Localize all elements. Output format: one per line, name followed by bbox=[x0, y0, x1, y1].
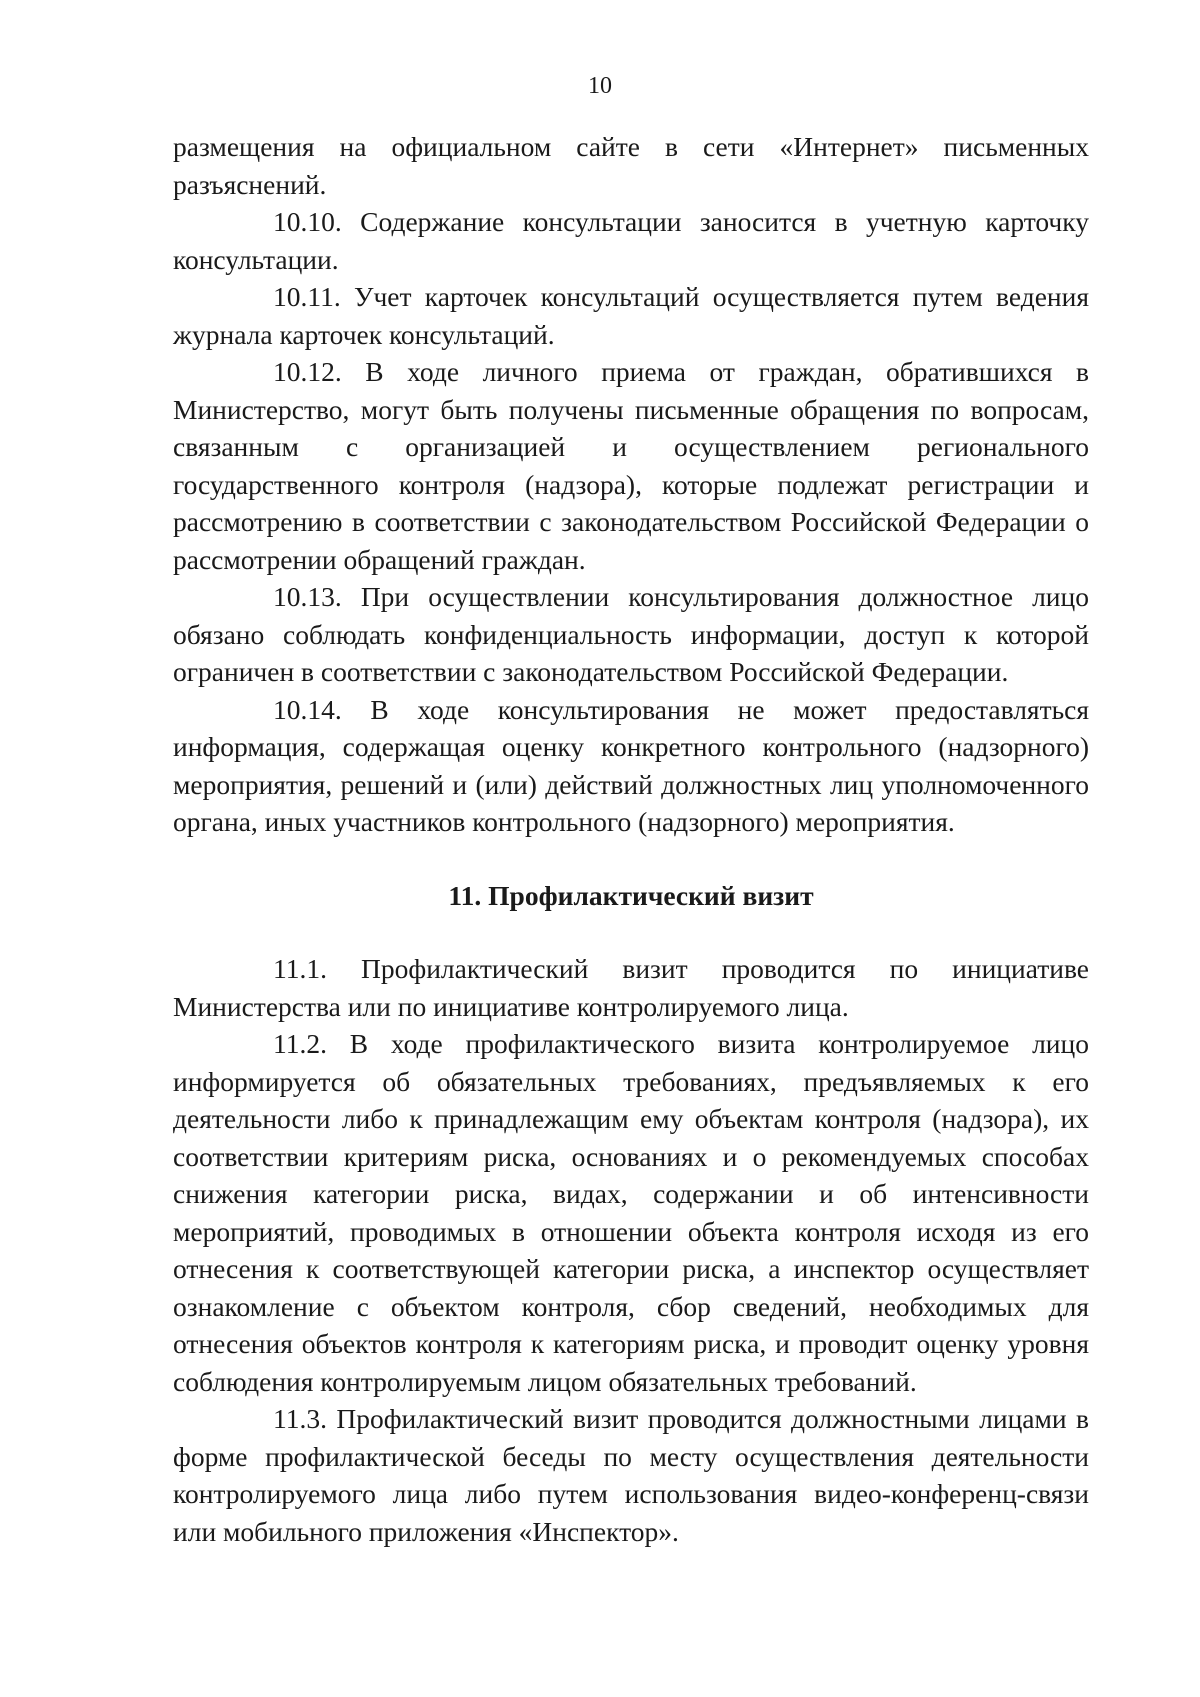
paragraph-10-12: 10.12. В ходе личного приема от граждан, обратившихся в Министерство, могут быть получены письменные обращения по вопросам, связанным с организацией и осуществлением регионального государственного контроля (надзора), которые подлежат регистрации и рассмотрению в соответствии с законодательством Российской Федерации о рассмотрении обращений граждан. bbox=[173, 356, 1089, 575]
document-body bbox=[173, 128, 1089, 1550]
paragraph-11-2: 11.2. В ходе профилактического визита контролируемое лицо информируется об обязательных требованиях, предъявляемых к его деятельности либо к принадлежащим ему объектам контроля (надзора), их соответствии критериям риска, основаниях и о рекомендуемых способах снижения категории риска, видах, содержании и об интенсивности мероприятий, проводимых в отношении объекта контроля исходя из его отнесения к соответствующей категории риска, а инспектор осуществляет ознакомление с объектом контроля, сбор сведений, необходимых для отнесения объектов контроля к категориям риска, и проводит оценку уровня соблюдения контролируемым лицом обязательных требований. bbox=[173, 1028, 1089, 1397]
paragraph-10-13: 10.13. При осуществлении консультирования должностное лицо обязано соблюдать конфиденциальность информации, доступ к которой ограничен в соответствии с законодательством Российской Федерации. bbox=[173, 581, 1089, 687]
page-number: 10 bbox=[588, 73, 612, 99]
paragraph-continuation: размещения на официальном сайте в сети «Интернет» письменных разъяснений. bbox=[173, 131, 1089, 200]
paragraph-10-11: 10.11. Учет карточек консультаций осуществляется путем ведения журнала карточек консультаций. bbox=[173, 281, 1089, 350]
paragraph-11-1: 11.1. Профилактический визит проводится по инициативе Министерства или по инициативе контролируемого лица. bbox=[173, 953, 1089, 1022]
paragraph-10-14: 10.14. В ходе консультирования не может предоставляться информация, содержащая оценку конкретного контрольного (надзорного) мероприятия, решений и (или) действий должностных лиц уполномоченного органа, иных участников контрольного (надзорного) мероприятия. bbox=[173, 693, 1089, 837]
paragraph-11-3: 11.3. Профилактический визит проводится должностными лицами в форме профилактической беседы по месту осуществления деятельности контролируемого лица либо путем использования видео-конференц-связи или мобильного приложения «Инспектор». bbox=[173, 1403, 1089, 1547]
section-heading: 11. Профилактический визит bbox=[448, 879, 814, 911]
paragraph-10-10: 10.10. Содержание консультации заносится в учетную карточку консультации. bbox=[173, 206, 1089, 275]
